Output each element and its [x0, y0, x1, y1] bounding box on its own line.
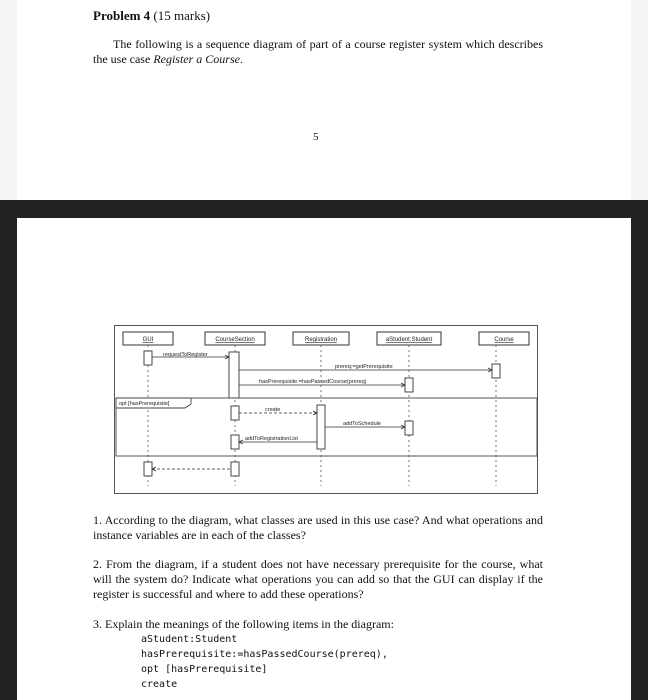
lifeline-label-course: Course — [494, 337, 514, 343]
activation-registration — [317, 405, 325, 449]
activation-course — [492, 364, 500, 378]
page-number: 5 — [313, 131, 319, 143]
message-label-6: addToRegistrationList — [245, 436, 298, 442]
message-label-1: requestToRegister — [163, 352, 208, 358]
lifeline-label-gui: GUI — [142, 337, 154, 343]
activation-coursesection-1 — [229, 352, 239, 398]
question-2: 2. From the diagram, if a student does not have necessary prerequisite for the course, what will the system do? Indicate what operations you can add so that the GUI can display if the register is successful and where to add these operations? — [93, 557, 543, 601]
opt-fragment-label: opt [hasPrerequisite] — [119, 401, 170, 407]
background-left-lower — [0, 218, 17, 700]
lifeline-label-registration: Registration — [304, 337, 338, 343]
use-case-name: Register a Course — [153, 52, 240, 66]
message-label-3: hasPrerequisite:=hasPassedCourse(prereq) — [259, 379, 367, 385]
sequence-diagram-svg — [115, 326, 539, 495]
page-separator — [0, 200, 648, 218]
intro-end: . — [239, 52, 243, 66]
question-3: 3. Explain the meanings of the following items in the diagram: — [93, 617, 394, 631]
activation-coursesection-2 — [231, 406, 239, 420]
problem-number: Problem 4 — [93, 8, 151, 23]
document-page-top — [17, 0, 629, 200]
activation-student-1 — [405, 378, 413, 392]
background-right-lower — [631, 218, 648, 700]
activation-coursesection-4 — [231, 462, 239, 476]
code-item-4: create — [141, 679, 178, 690]
lifeline-label-coursesection: CourseSection — [215, 337, 255, 343]
message-label-2: prereq:=getPrerequisite — [335, 364, 393, 370]
activation-student-2 — [405, 421, 413, 435]
code-item-2: hasPrerequisite:=hasPassedCourse(prereq), — [141, 649, 388, 660]
problem-title — [93, 8, 210, 24]
intro-text: The following is a sequence diagram of part of a course register system which describes the use case — [93, 37, 543, 66]
activation-gui-1 — [144, 351, 152, 365]
problem-intro — [93, 37, 543, 67]
lifeline-label-student: aStudent:Student — [385, 337, 433, 343]
message-label-5: addToSchedule — [343, 421, 381, 427]
background-left — [0, 0, 17, 200]
activation-gui-2 — [144, 462, 152, 476]
message-label-4: create — [265, 407, 281, 413]
activation-coursesection-3 — [231, 435, 239, 449]
code-item-3: opt [hasPrerequisite] — [141, 664, 268, 675]
sequence-diagram — [114, 325, 538, 494]
problem-marks: (15 marks) — [153, 8, 211, 23]
question-1: 1. According to the diagram, what classes are used in this use case? And what operations and instance variables are in each of the classes? — [93, 513, 543, 542]
background-right — [631, 0, 648, 200]
code-item-1: aStudent:Student — [141, 634, 238, 645]
